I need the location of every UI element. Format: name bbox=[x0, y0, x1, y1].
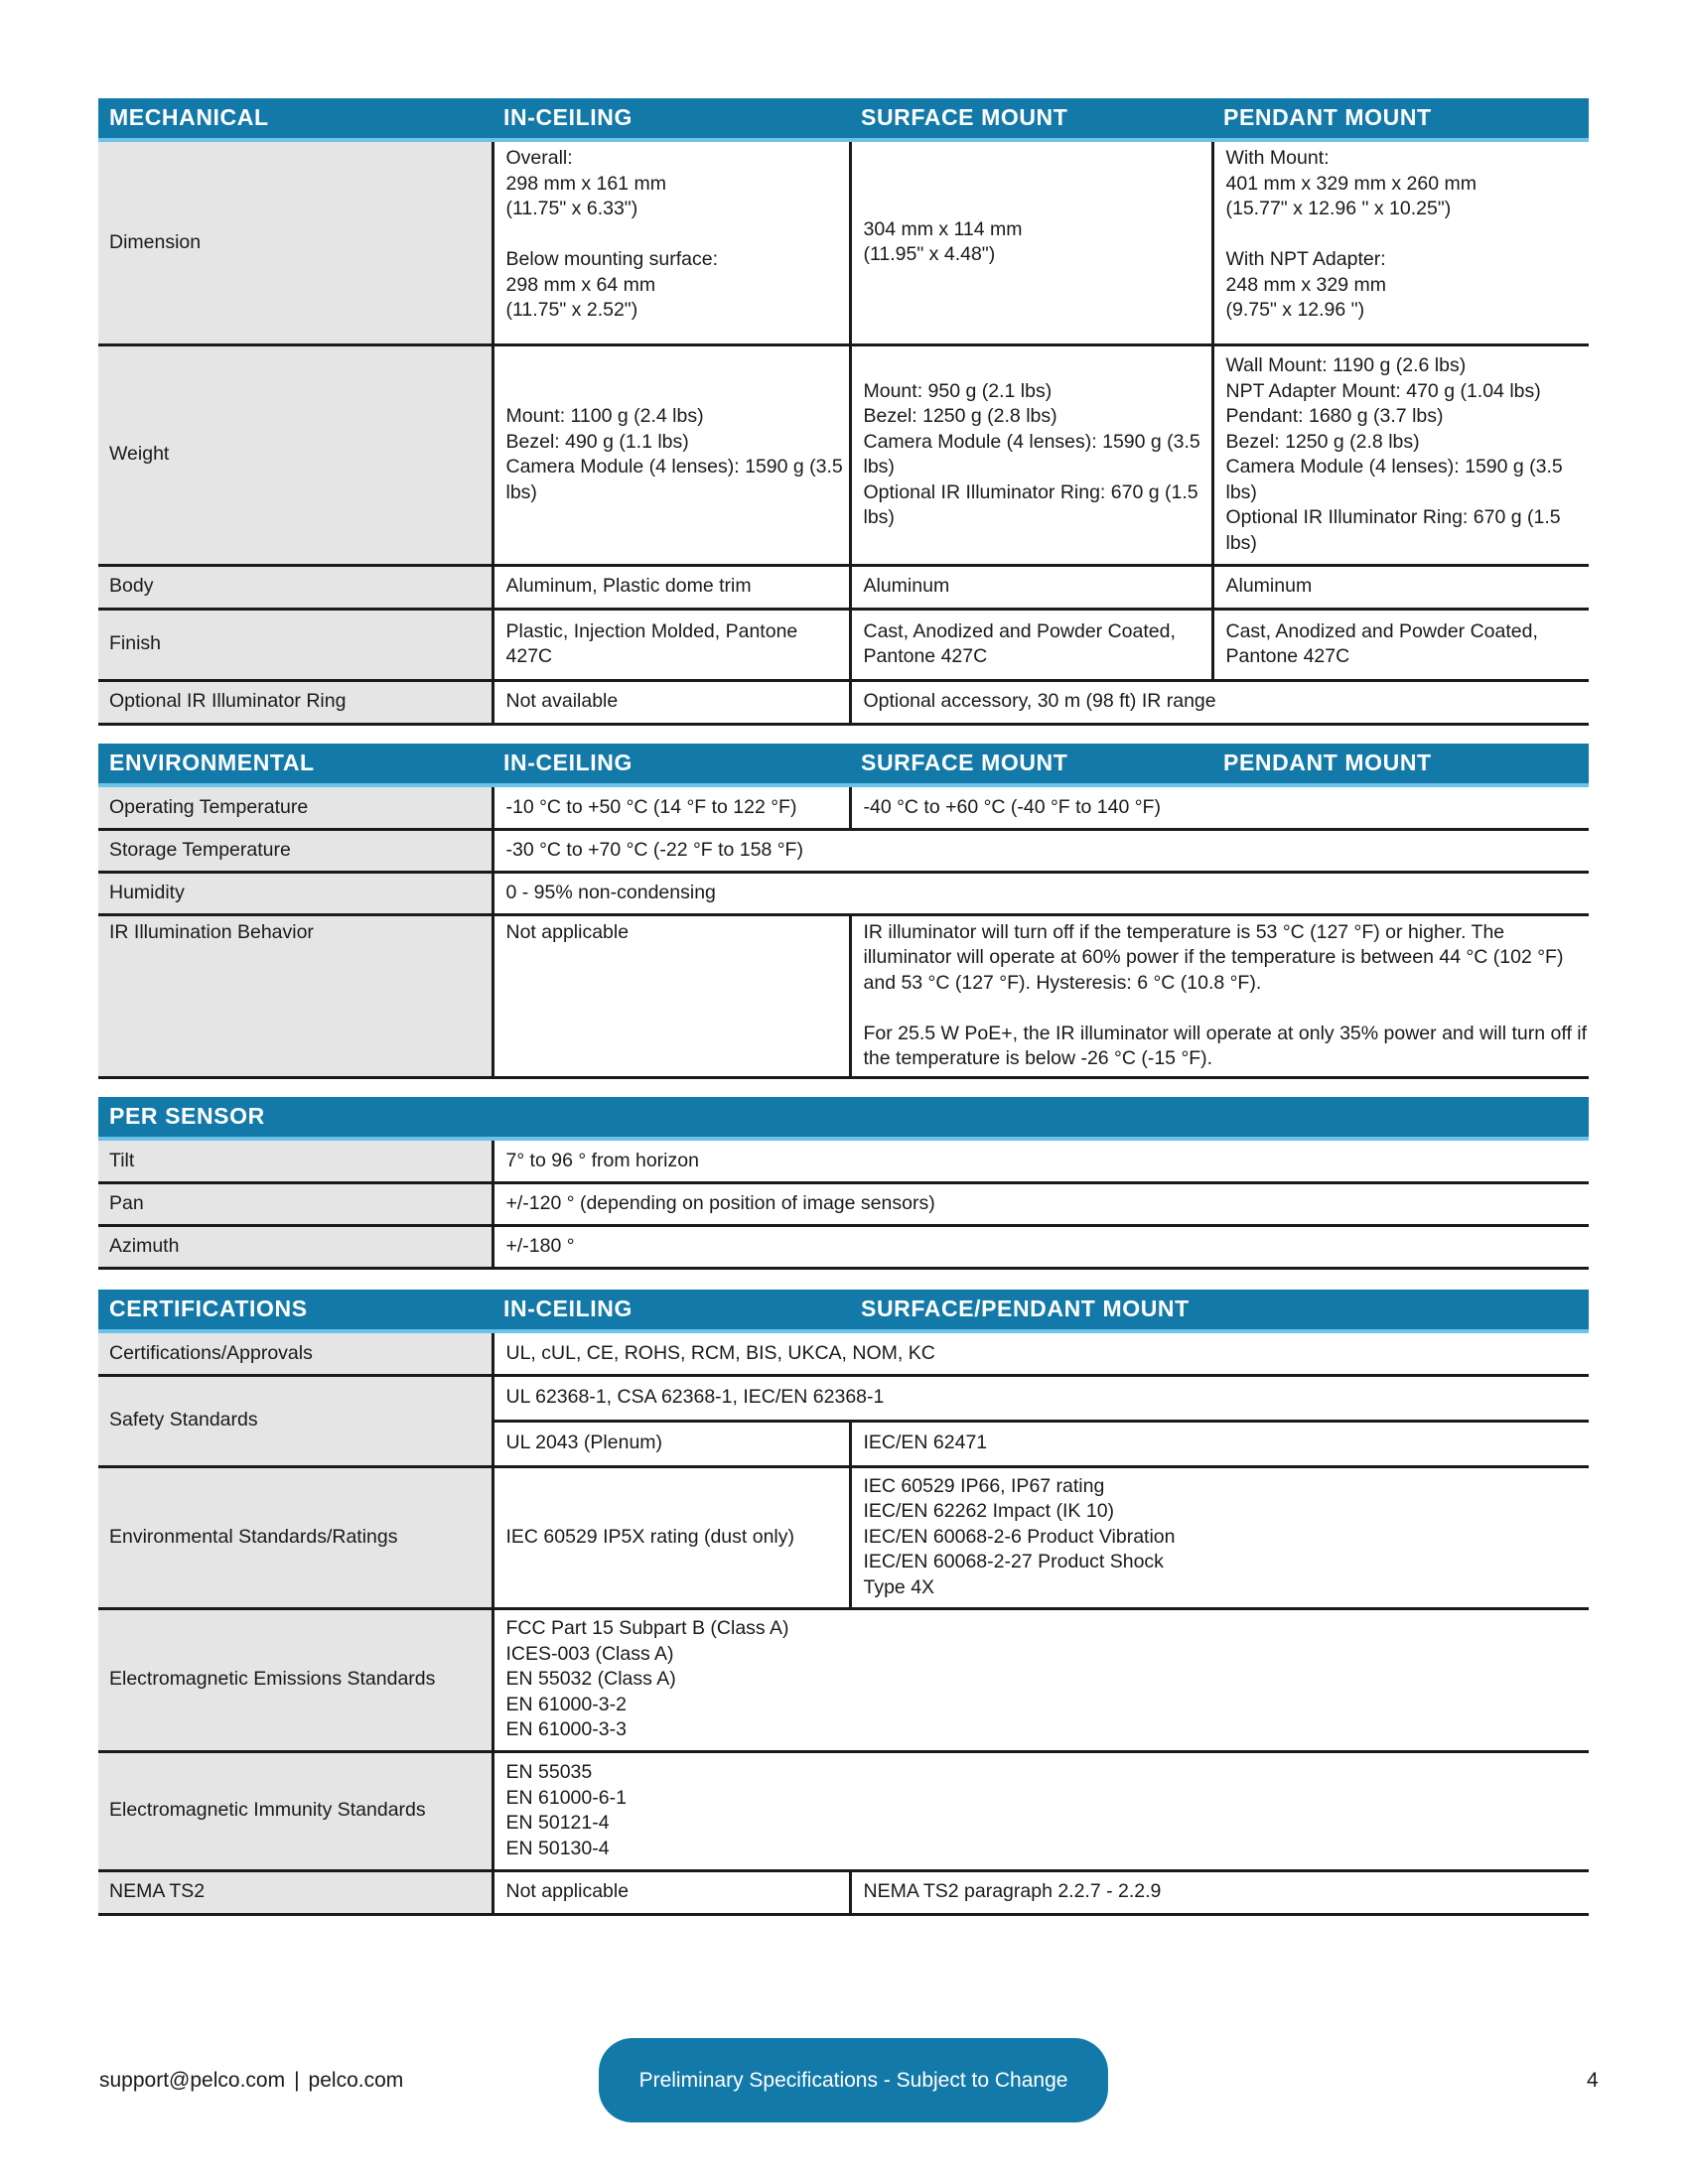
spec-row-ir-ring bbox=[98, 680, 1589, 724]
cell-surface-pendant: Optional accessory, 30 m (98 ft) IR range bbox=[850, 680, 1589, 724]
cell-in-ceiling bbox=[492, 344, 850, 565]
environmental-header-row bbox=[98, 744, 1589, 785]
column-header-in-ceiling: IN-CEILING bbox=[492, 98, 850, 140]
preliminary-notice-badge bbox=[599, 2038, 1108, 2122]
column-header-pendant-mount: PENDANT MOUNT bbox=[1212, 744, 1589, 785]
cell-pendant-mount bbox=[1212, 344, 1589, 565]
cell-text: Mount: 950 g (2.1 lbs) Bezel: 1250 g (2.8 lbs) Camera Module (4 lenses): 1590 g (3.5 lbs) Optional IR Illuminator Ring: 670 g (1.5 lbs) bbox=[863, 379, 1200, 528]
cell-value: +/-120 ° (depending on position of image sensors) bbox=[492, 1182, 1589, 1225]
section-title: PER SENSOR bbox=[98, 1097, 1589, 1139]
spec-row-storage-temperature bbox=[98, 829, 1589, 872]
cell-all-mounts: UL 62368-1, CSA 62368-1, IEC/EN 62368-1 bbox=[492, 1375, 1589, 1421]
per-sensor-table bbox=[98, 1097, 1589, 1270]
footer-separator: | bbox=[294, 2069, 300, 2092]
certifications-header-row bbox=[98, 1290, 1589, 1331]
spec-row-immunity bbox=[98, 1751, 1589, 1870]
spec-row-humidity bbox=[98, 872, 1589, 914]
row-label: Electromagnetic Emissions Standards bbox=[98, 1608, 492, 1751]
spec-row-ir-behavior bbox=[98, 914, 1589, 1077]
cell-in-ceiling bbox=[492, 140, 850, 344]
cell-text: FCC Part 15 Subpart B (Class A) ICES-003 (Class A) EN 55032 (Class A) EN 61000-3-2 EN 61000-3-3 bbox=[505, 1617, 789, 1741]
column-header-in-ceiling: IN-CEILING bbox=[492, 1290, 850, 1331]
row-label: Weight bbox=[98, 344, 492, 565]
cell-all-mounts: -30 °C to +70 °C (-22 °F to 158 °F) bbox=[492, 829, 1589, 872]
cell-text: IEC 60529 IP66, IP67 rating IEC/EN 62262 Impact (IK 10) IEC/EN 60068-2-6 Product Vibration IEC/EN 60068-2-27 Product Shock Type 4X bbox=[863, 1474, 1176, 1598]
row-label: Azimuth bbox=[98, 1225, 492, 1268]
cell-surface-pendant: NEMA TS2 paragraph 2.2.7 - 2.2.9 bbox=[850, 1870, 1589, 1914]
cell-in-ceiling: Not applicable bbox=[492, 914, 850, 1077]
cell-text: 304 mm x 114 mm (11.95" x 4.48") bbox=[863, 217, 1023, 266]
spec-row-azimuth bbox=[98, 1225, 1589, 1268]
cell-in-ceiling: IEC 60529 IP5X rating (dust only) bbox=[492, 1466, 850, 1608]
column-header-surface-mount: SURFACE MOUNT bbox=[850, 744, 1212, 785]
spec-row-tilt bbox=[98, 1139, 1589, 1182]
cell-in-ceiling: UL 2043 (Plenum) bbox=[492, 1421, 850, 1466]
section-title: MECHANICAL bbox=[98, 98, 492, 140]
row-label: Safety Standards bbox=[98, 1375, 492, 1466]
cell-pendant-mount: Aluminum bbox=[1212, 565, 1589, 609]
cell-all-mounts bbox=[492, 1608, 1589, 1751]
row-label: Tilt bbox=[98, 1139, 492, 1182]
row-label: Certifications/Approvals bbox=[98, 1331, 492, 1375]
cell-all-mounts: UL, cUL, CE, ROHS, RCM, BIS, UKCA, NOM, KC bbox=[492, 1331, 1589, 1375]
row-label: Humidity bbox=[98, 872, 492, 914]
section-title: ENVIRONMENTAL bbox=[98, 744, 492, 785]
spec-row-dimension bbox=[98, 140, 1589, 344]
support-email-link[interactable]: support@pelco.com bbox=[99, 2069, 286, 2092]
cell-surface-pendant: -40 °C to +60 °C (-40 °F to 140 °F) bbox=[850, 785, 1589, 829]
cell-text: Wall Mount: 1190 g (2.6 lbs) NPT Adapter Mount: 470 g (1.04 lbs) Pendant: 1680 g (3.7 lbs) Bezel: 1250 g (2.8 lbs) Camera Module (4 lenses): 1590 g (3.5 lbs) Optional IR Illuminator Ring: 670 g (1.5 lbs) bbox=[1225, 354, 1563, 554]
column-header-pendant-mount: PENDANT MOUNT bbox=[1212, 98, 1589, 140]
cell-text: With Mount: 401 mm x 329 mm x 260 mm (15.77" x 12.96 " x 10.25") With NPT Adapter: 248 mm x 329 mm (9.75" x 12.96 ") bbox=[1225, 147, 1477, 321]
cell-surface-pendant bbox=[850, 1466, 1589, 1608]
cell-all-mounts: 0 - 95% non-condensing bbox=[492, 872, 1589, 914]
row-label: Environmental Standards/Ratings bbox=[98, 1466, 492, 1608]
spec-row-body bbox=[98, 565, 1589, 609]
row-label: Operating Temperature bbox=[98, 785, 492, 829]
column-header-surface-pendant-mount: SURFACE/PENDANT MOUNT bbox=[850, 1290, 1589, 1331]
row-label: Dimension bbox=[98, 140, 492, 344]
cell-in-ceiling: Plastic, Injection Molded, Pantone 427C bbox=[492, 609, 850, 680]
cell-value: 7° to 96 ° from horizon bbox=[492, 1139, 1589, 1182]
spec-row-operating-temperature bbox=[98, 785, 1589, 829]
footer-contact bbox=[99, 2069, 403, 2093]
cell-text: Mount: 1100 g (2.4 lbs) Bezel: 490 g (1.1 lbs) Camera Module (4 lenses): 1590 g (3.5 lbs) bbox=[505, 405, 843, 503]
row-label: Electromagnetic Immunity Standards bbox=[98, 1751, 492, 1870]
cell-pendant-mount: Cast, Anodized and Powder Coated, Pantone 427C bbox=[1212, 609, 1589, 680]
spec-row-finish bbox=[98, 609, 1589, 680]
column-header-surface-mount: SURFACE MOUNT bbox=[850, 98, 1212, 140]
spec-row-weight bbox=[98, 344, 1589, 565]
cell-surface-mount: Aluminum bbox=[850, 565, 1212, 609]
spec-row-approvals bbox=[98, 1331, 1589, 1375]
row-label: Storage Temperature bbox=[98, 829, 492, 872]
environmental-table bbox=[98, 744, 1589, 1079]
per-sensor-header-row bbox=[98, 1097, 1589, 1139]
cell-surface-mount bbox=[850, 140, 1212, 344]
spec-row-pan bbox=[98, 1182, 1589, 1225]
cell-in-ceiling: Not available bbox=[492, 680, 850, 724]
cell-surface-mount bbox=[850, 344, 1212, 565]
cell-in-ceiling: -10 °C to +50 °C (14 °F to 122 °F) bbox=[492, 785, 850, 829]
cell-text: Overall: 298 mm x 161 mm (11.75" x 6.33") Below mounting surface: 298 mm x 64 mm (11.75" x 2.52") bbox=[505, 147, 719, 321]
spec-row-safety-common bbox=[98, 1375, 1589, 1421]
row-label: NEMA TS2 bbox=[98, 1870, 492, 1914]
spec-row-environmental-ratings bbox=[98, 1466, 1589, 1608]
cell-value: +/-180 ° bbox=[492, 1225, 1589, 1268]
spec-row-nema bbox=[98, 1870, 1589, 1914]
cell-all-mounts bbox=[492, 1751, 1589, 1870]
row-label: Pan bbox=[98, 1182, 492, 1225]
spec-row-emissions bbox=[98, 1608, 1589, 1751]
section-title: CERTIFICATIONS bbox=[98, 1290, 492, 1331]
column-header-in-ceiling: IN-CEILING bbox=[492, 744, 850, 785]
cell-surface-pendant: IEC/EN 62471 bbox=[850, 1421, 1589, 1466]
row-label: Finish bbox=[98, 609, 492, 680]
certifications-table bbox=[98, 1290, 1589, 1916]
page-number: 4 bbox=[1587, 2069, 1599, 2092]
cell-text: IR illuminator will turn off if the temperature is 53 °C (127 °F) or higher. The illuminator will operate at 60% power if the temperature is between 44 °C (102 °F) and 53 °C (127 °F). Hysteresis: 6 °C (10.8 °F). For 25.5 W PoE+, the IR illuminator will operate at only 35% power and will turn off if the temperature is below -26 °C (-15 °F). bbox=[863, 920, 1588, 1069]
row-label: IR Illumination Behavior bbox=[98, 914, 492, 1077]
preliminary-notice-text: Preliminary Specifications - Subject to Change bbox=[638, 2068, 1068, 2092]
cell-text: EN 55035 EN 61000-6-1 EN 50121-4 EN 50130-4 bbox=[505, 1761, 627, 1859]
cell-pendant-mount bbox=[1212, 140, 1589, 344]
cell-surface-mount: Cast, Anodized and Powder Coated, Pantone 427C bbox=[850, 609, 1212, 680]
cell-in-ceiling: Not applicable bbox=[492, 1870, 850, 1914]
row-label: Body bbox=[98, 565, 492, 609]
mechanical-header-row bbox=[98, 98, 1589, 140]
cell-surface-pendant bbox=[850, 914, 1589, 1077]
row-label: Optional IR Illuminator Ring bbox=[98, 680, 492, 724]
website-link[interactable]: pelco.com bbox=[308, 2069, 404, 2092]
cell-in-ceiling: Aluminum, Plastic dome trim bbox=[492, 565, 850, 609]
mechanical-table bbox=[98, 98, 1589, 726]
